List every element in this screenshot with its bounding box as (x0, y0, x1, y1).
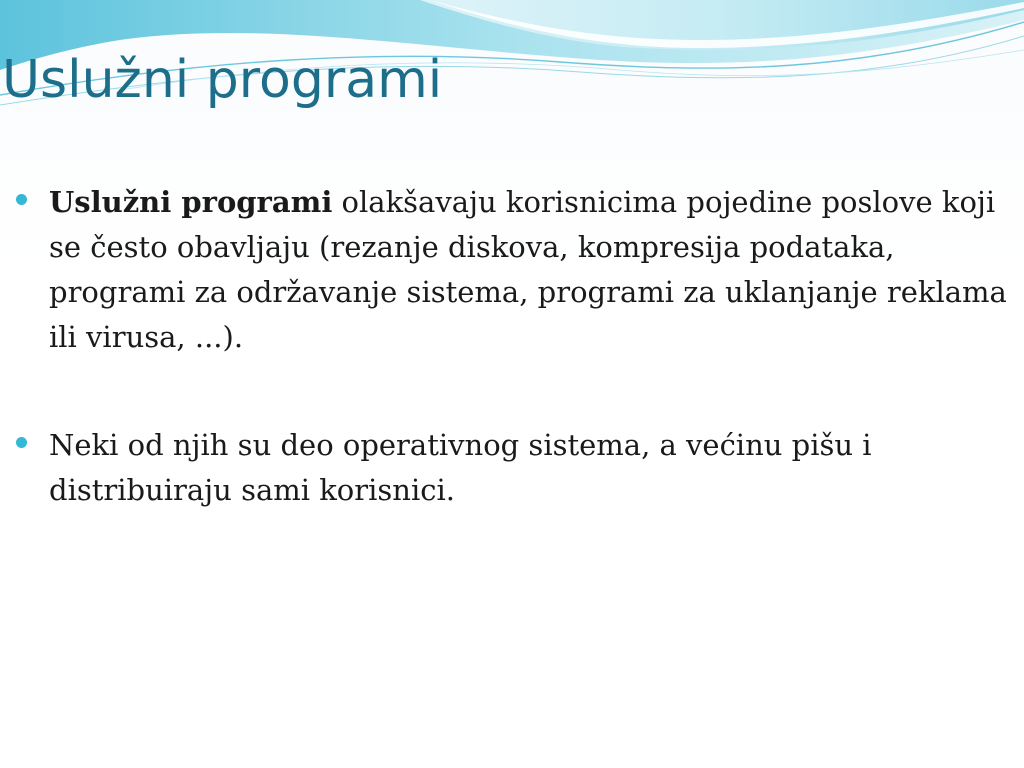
bullet-body: olakšavaju korisnicima pojedine poslove koji se često obavljaju (rezanje diskova, kompresija podataka, programi za održavanje sistema, programi za uklanjanje reklama ili virusa, ...). (49, 185, 1007, 354)
slide-title: Uslužni programi (2, 50, 443, 110)
bullet-dot-icon (16, 194, 27, 205)
bullet-bold-term: Uslužni programi (49, 185, 333, 219)
bullet-text (49, 180, 1009, 360)
bullet-dot-icon (16, 437, 27, 448)
bullet-body: Neki od njih su deo operativnog sistema, a većinu pišu i distribuiraju sami korisnici. (49, 428, 872, 507)
bullet-text (49, 423, 1009, 513)
